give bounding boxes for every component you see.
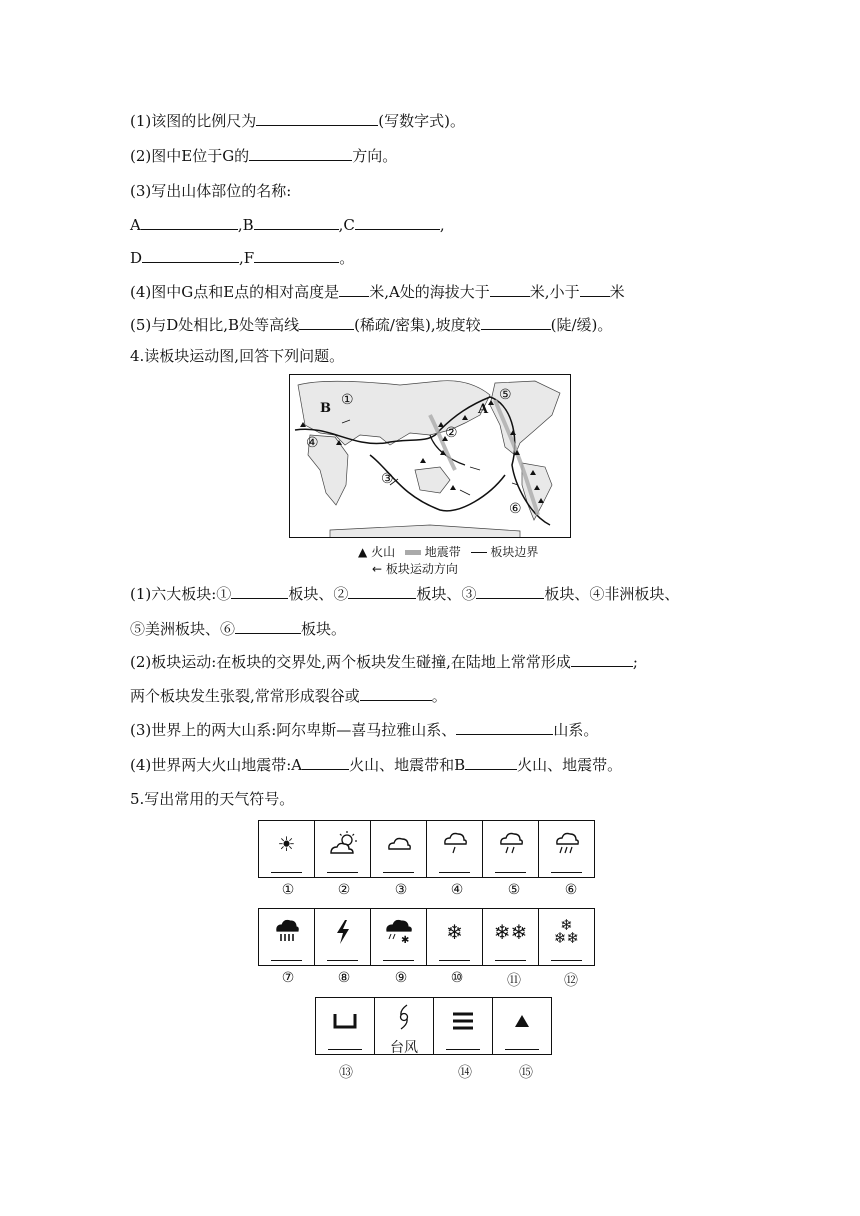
sunny-icon: ☀ (277, 832, 296, 856)
typhoon-label: 台风 (390, 1040, 418, 1056)
map-label-plate-6: ⑥ (509, 501, 522, 517)
map-label-plate-3: ③ (381, 471, 394, 487)
weather-cell (370, 908, 427, 966)
weather-number: ③ (394, 882, 408, 898)
answer-blank[interactable] (446, 1049, 480, 1050)
map-legend-direction: ← 板块运动方向 (372, 562, 458, 576)
answer-blank[interactable] (271, 872, 302, 873)
answer-blank[interactable] (327, 960, 358, 961)
answer-blank[interactable] (571, 652, 633, 667)
partly-cloudy-icon (315, 827, 370, 861)
map-legend: ▲ 火山 地震带 板块边界 (358, 545, 539, 559)
weather-number: ⑬ (339, 1065, 353, 1081)
answer-blank[interactable] (142, 248, 239, 263)
plate-tectonics-map (289, 374, 571, 538)
volcano-icon: ▲ (358, 545, 368, 559)
q3-line-2: (2)图中E位于G的 方向。 (130, 147, 398, 165)
answer-blank[interactable] (348, 584, 416, 599)
weather-number: ⑫ (564, 973, 578, 989)
map-label-plate-2: ② (445, 425, 458, 441)
weather-number: ⑨ (394, 970, 408, 986)
q4-line-3: (2)板块运动:在板块的交界处,两个板块发生碰撞,在陆地上常常形成 ; (130, 653, 638, 671)
answer-blank[interactable] (456, 720, 553, 735)
australia-land (415, 467, 450, 493)
answer-blank[interactable] (249, 146, 352, 161)
q4-line-2: ⑤美洲板块、⑥ 板块。 (130, 620, 347, 638)
weather-number: ⑭ (458, 1065, 472, 1081)
weather-cell (374, 997, 434, 1055)
svg-text:✱: ✱ (400, 935, 409, 946)
moderate-snow-icon: ❄❄ (493, 920, 528, 944)
map-label-plate-1: ① (341, 392, 354, 408)
q4-line-5: (3)世界上的两大山系:阿尔卑斯—喜马拉雅山系、 山系。 (130, 721, 599, 739)
question-4-title: 4.读板块运动图,回答下列问题。 (130, 347, 345, 365)
weather-cell (482, 820, 539, 878)
heavy-snow-icon: ❄ ❄❄ (553, 916, 580, 947)
world-map-graphic (290, 375, 571, 538)
weather-number: ④ (450, 882, 464, 898)
heavy-rain-icon (539, 827, 594, 861)
weather-number: ⑥ (564, 882, 578, 898)
weather-cell (482, 908, 539, 966)
weather-cell (258, 908, 315, 966)
antarctica-land (330, 525, 520, 538)
answer-blank[interactable] (141, 215, 238, 230)
answer-blank[interactable] (490, 282, 530, 297)
answer-blank[interactable] (299, 315, 354, 330)
arrow-left-icon: ← (372, 562, 383, 576)
weather-cell (538, 820, 595, 878)
map-label-A: A (478, 402, 489, 417)
answer-blank[interactable] (254, 248, 339, 263)
answer-blank[interactable] (383, 872, 414, 873)
answer-blank[interactable] (271, 960, 302, 961)
answer-blank[interactable] (328, 1049, 362, 1050)
weather-number: ⑪ (507, 973, 521, 989)
weather-cell (315, 997, 375, 1055)
answer-blank[interactable] (439, 872, 470, 873)
weather-number: ⑮ (519, 1065, 533, 1081)
hail-icon (493, 1004, 551, 1038)
answer-blank[interactable] (231, 584, 288, 599)
answer-blank[interactable] (383, 960, 414, 961)
weather-cell (426, 908, 483, 966)
answer-blank[interactable] (476, 584, 544, 599)
weather-cell (492, 997, 552, 1055)
weather-row-2 (258, 908, 595, 966)
typhoon-icon (375, 1000, 433, 1034)
answer-blank[interactable] (254, 215, 339, 230)
weather-row-1 (258, 820, 595, 878)
answer-blank[interactable] (355, 215, 440, 230)
answer-blank[interactable] (256, 111, 378, 126)
q3-line-4: A ,B ,C , (130, 216, 445, 234)
answer-blank[interactable] (495, 872, 526, 873)
answer-blank[interactable] (551, 872, 582, 873)
dust-storm-icon (316, 1004, 374, 1038)
quake-belt-icon (405, 550, 421, 555)
moderate-rain-icon (483, 827, 538, 861)
weather-cell (258, 820, 315, 878)
weather-number: ⑩ (450, 970, 464, 986)
light-snow-icon: ❄ (446, 920, 463, 944)
answer-blank[interactable] (580, 282, 610, 297)
answer-blank[interactable] (439, 960, 470, 961)
answer-blank[interactable] (495, 960, 526, 961)
weather-cell (538, 908, 595, 966)
q3-line-5: D ,F 。 (130, 249, 355, 267)
weather-row-3 (315, 997, 552, 1055)
answer-blank[interactable] (302, 755, 349, 770)
q3-line-7: (5)与D处相比,B处等高线 (稀疏/密集),坡度较 (陡/缓)。 (130, 316, 613, 334)
answer-blank[interactable] (481, 315, 551, 330)
weather-cell (370, 820, 427, 878)
sleet-icon (371, 915, 426, 949)
map-label-plate-5: ⑤ (499, 387, 512, 403)
answer-blank[interactable] (327, 872, 358, 873)
weather-number: ② (337, 882, 351, 898)
cloudy-icon (371, 827, 426, 861)
thunderstorm-icon (315, 915, 370, 949)
answer-blank[interactable] (339, 282, 369, 297)
answer-blank[interactable] (235, 619, 301, 634)
q3-line-1: (1)该图的比例尺为 (写数字式)。 (130, 112, 465, 130)
rainstorm-icon (259, 915, 314, 949)
answer-blank[interactable] (551, 960, 582, 961)
q4-line-4: 两个板块发生张裂,常常形成裂谷或 。 (130, 687, 447, 705)
q3-line-3: (3)写出山体部位的名称: (130, 182, 292, 200)
weather-number: ⑤ (507, 882, 521, 898)
q4-line-6: (4)世界两大火山地震带:A 火山、地震带和B 火山、地震带。 (130, 756, 623, 774)
answer-blank[interactable] (505, 1049, 539, 1050)
map-label-plate-4: ④ (306, 435, 319, 451)
q3-line-6: (4)图中G点和E点的相对高度是 米,A处的海拔大于 米,小于 米 (130, 283, 625, 301)
weather-number: ⑦ (281, 970, 295, 986)
boundary-line-icon (471, 552, 487, 553)
answer-blank[interactable] (465, 755, 517, 770)
weather-cell (433, 997, 493, 1055)
map-label-B: B (320, 401, 331, 416)
fog-icon (434, 1004, 492, 1038)
answer-blank[interactable] (360, 686, 432, 701)
question-5-title: 5.写出常用的天气符号。 (130, 790, 295, 808)
light-rain-icon (427, 827, 482, 861)
q4-line-1: (1)六大板块:① 板块、② 板块、③ 板块、④非洲板块、 (130, 585, 680, 603)
weather-cell (314, 908, 371, 966)
weather-number: ⑧ (337, 970, 351, 986)
weather-number: ① (281, 882, 295, 898)
weather-cell (314, 820, 371, 878)
weather-cell (426, 820, 483, 878)
